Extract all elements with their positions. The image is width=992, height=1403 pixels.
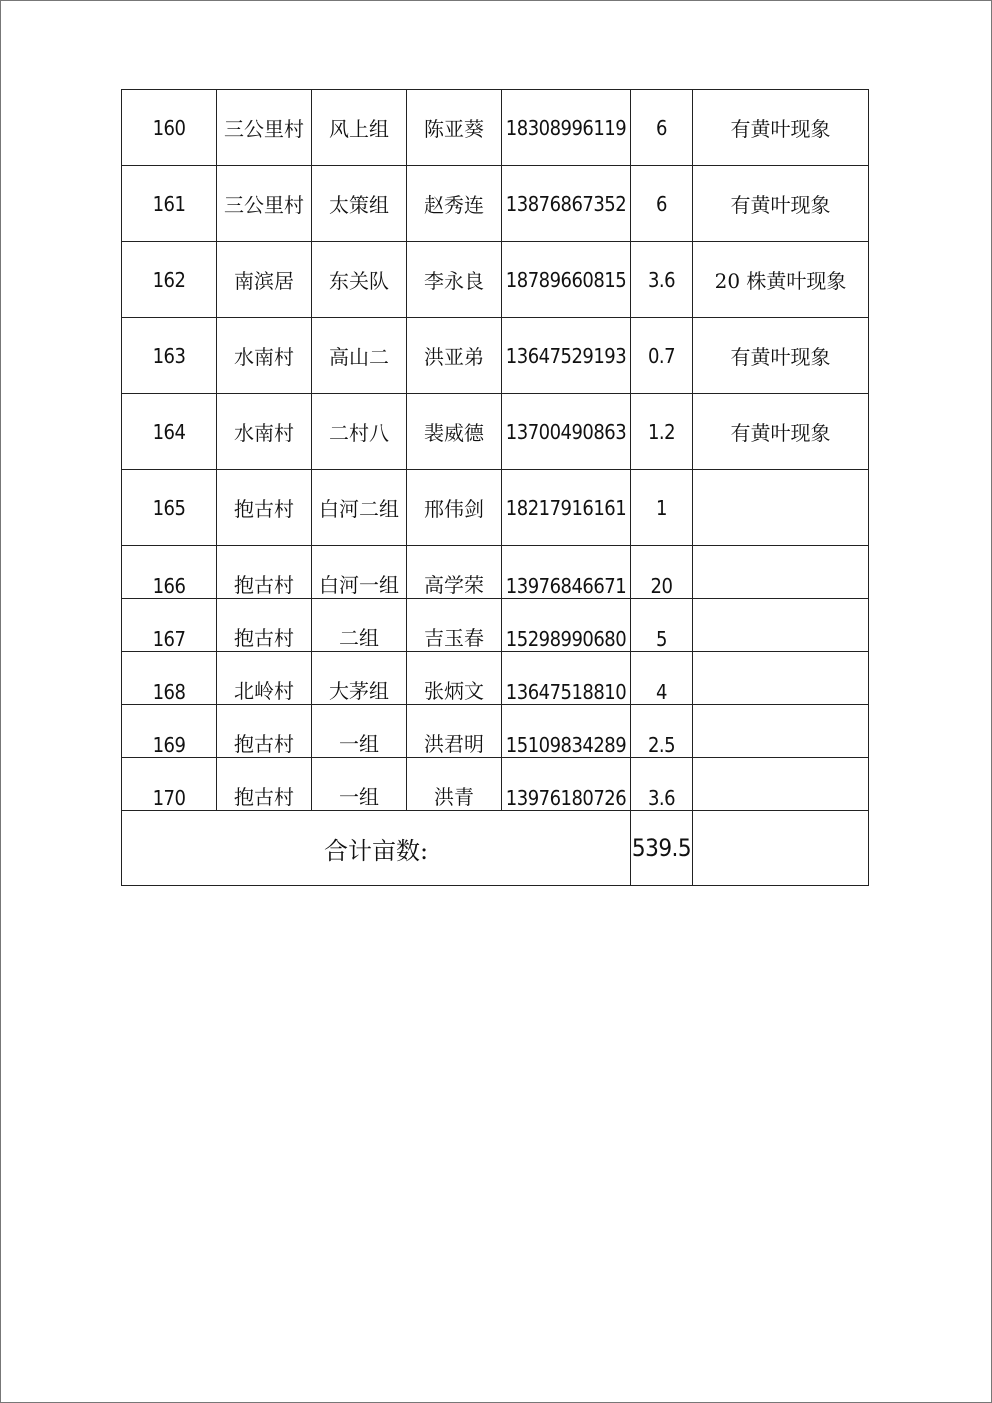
cell-name: 洪君明 — [407, 705, 502, 758]
table-row — [122, 470, 869, 546]
cell-note: 有黄叶现象 — [693, 90, 869, 166]
table-row — [122, 652, 869, 705]
cell-phone: 18789660815 — [502, 242, 631, 318]
cell-id: 165 — [122, 470, 217, 546]
cell-id: 160 — [122, 90, 217, 166]
table-row — [122, 394, 869, 470]
cell-phone: 15109834289 — [502, 705, 631, 758]
cell-group: 高山二 — [312, 318, 407, 394]
cell-village: 抱古村 — [217, 546, 312, 599]
table-row — [122, 318, 869, 394]
cell-area: 3.6 — [631, 758, 693, 811]
cell-name: 裴威德 — [407, 394, 502, 470]
cell-id: 163 — [122, 318, 217, 394]
cell-area: 4 — [631, 652, 693, 705]
cell-area: 5 — [631, 599, 693, 652]
cell-note — [693, 652, 869, 705]
data-table — [121, 89, 869, 886]
cell-phone: 13976846671 — [502, 546, 631, 599]
cell-group: 二村八 — [312, 394, 407, 470]
cell-phone: 18217916161 — [502, 470, 631, 546]
cell-village: 三公里村 — [217, 166, 312, 242]
cell-group: 一组 — [312, 705, 407, 758]
cell-name: 赵秀连 — [407, 166, 502, 242]
cell-phone: 13976180726 — [502, 758, 631, 811]
cell-area: 20 — [631, 546, 693, 599]
cell-phone: 13700490863 — [502, 394, 631, 470]
cell-id: 167 — [122, 599, 217, 652]
cell-area: 2.5 — [631, 705, 693, 758]
cell-note: 有黄叶现象 — [693, 394, 869, 470]
cell-phone: 13647529193 — [502, 318, 631, 394]
cell-area: 6 — [631, 166, 693, 242]
cell-phone: 13876867352 — [502, 166, 631, 242]
cell-id: 161 — [122, 166, 217, 242]
cell-note: 20 株黄叶现象 — [693, 242, 869, 318]
total-row — [122, 811, 869, 886]
cell-note — [693, 470, 869, 546]
table-row — [122, 758, 869, 811]
table-row — [122, 242, 869, 318]
cell-note — [693, 758, 869, 811]
cell-group: 二组 — [312, 599, 407, 652]
cell-note: 有黄叶现象 — [693, 318, 869, 394]
cell-id: 169 — [122, 705, 217, 758]
cell-group: 一组 — [312, 758, 407, 811]
cell-group: 太策组 — [312, 166, 407, 242]
cell-id: 166 — [122, 546, 217, 599]
table-body — [122, 90, 869, 886]
table-row — [122, 546, 869, 599]
total-value: 539.5 — [631, 811, 693, 886]
cell-group: 风上组 — [312, 90, 407, 166]
cell-name: 张炳文 — [407, 652, 502, 705]
cell-area: 1.2 — [631, 394, 693, 470]
cell-group: 大茅组 — [312, 652, 407, 705]
cell-note — [693, 705, 869, 758]
table-row — [122, 166, 869, 242]
cell-phone: 15298990680 — [502, 599, 631, 652]
cell-name: 邢伟剑 — [407, 470, 502, 546]
cell-phone: 13647518810 — [502, 652, 631, 705]
cell-name: 洪青 — [407, 758, 502, 811]
table-row — [122, 705, 869, 758]
table-row — [122, 90, 869, 166]
cell-area: 0.7 — [631, 318, 693, 394]
cell-village: 北岭村 — [217, 652, 312, 705]
cell-id: 170 — [122, 758, 217, 811]
total-label: 合计亩数: — [122, 811, 631, 886]
cell-village: 抱古村 — [217, 599, 312, 652]
cell-village: 水南村 — [217, 394, 312, 470]
total-note — [693, 811, 869, 886]
cell-name: 吉玉春 — [407, 599, 502, 652]
cell-note: 有黄叶现象 — [693, 166, 869, 242]
cell-name: 洪亚弟 — [407, 318, 502, 394]
table-row — [122, 599, 869, 652]
cell-village: 三公里村 — [217, 90, 312, 166]
cell-area: 1 — [631, 470, 693, 546]
cell-id: 162 — [122, 242, 217, 318]
cell-note — [693, 546, 869, 599]
cell-group: 白河二组 — [312, 470, 407, 546]
cell-area: 6 — [631, 90, 693, 166]
cell-village: 抱古村 — [217, 705, 312, 758]
cell-name: 陈亚葵 — [407, 90, 502, 166]
cell-village: 南滨居 — [217, 242, 312, 318]
cell-area: 3.6 — [631, 242, 693, 318]
cell-group: 白河一组 — [312, 546, 407, 599]
cell-note — [693, 599, 869, 652]
cell-village: 抱古村 — [217, 758, 312, 811]
cell-id: 164 — [122, 394, 217, 470]
cell-group: 东关队 — [312, 242, 407, 318]
cell-phone: 18308996119 — [502, 90, 631, 166]
cell-village: 抱古村 — [217, 470, 312, 546]
cell-id: 168 — [122, 652, 217, 705]
cell-village: 水南村 — [217, 318, 312, 394]
cell-name: 李永良 — [407, 242, 502, 318]
cell-name: 高学荣 — [407, 546, 502, 599]
